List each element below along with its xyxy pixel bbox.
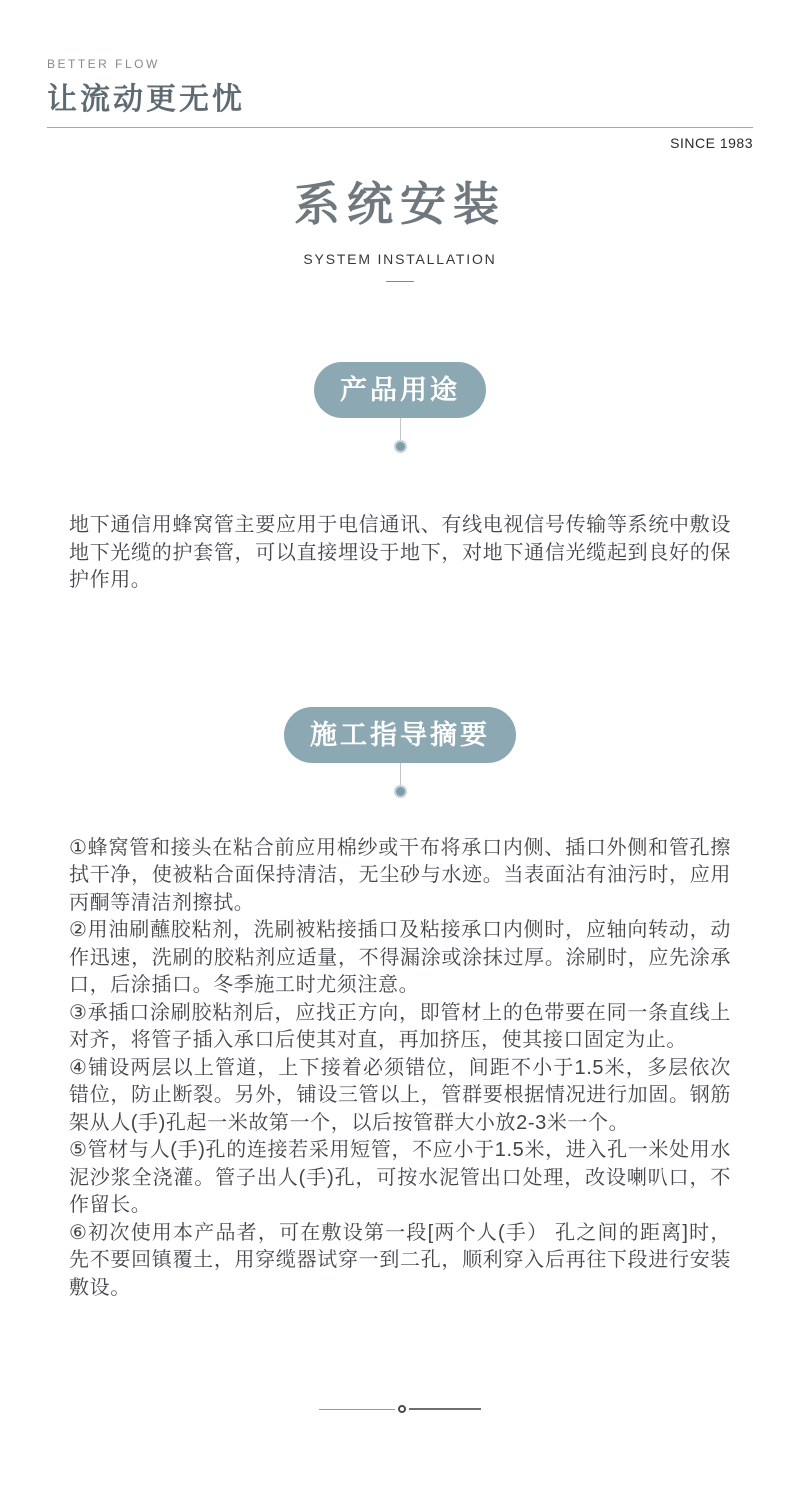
section-header-guidance	[0, 707, 800, 798]
section-header-product-usage	[0, 362, 800, 453]
guidance-list	[69, 835, 731, 1303]
footer-circle-icon	[398, 1405, 406, 1413]
guidance-item-4: ④铺设两层以上管道，上下接着必须错位，间距不小于1.5米，多层依次错位，防止断裂。另外，铺设三管以上，管群要根据情况进行加固。钢筋架从人(手)孔起一米故第一个，以后按管群大小放2-3米一个。	[69, 1056, 731, 1134]
brand-tagline: BETTER FLOW	[47, 57, 160, 71]
page-title: 系统安装	[294, 178, 506, 230]
since-label: SINCE 1983	[670, 135, 753, 151]
stem-line	[400, 763, 401, 785]
footer-line-right	[409, 1408, 481, 1410]
stem-line	[400, 418, 401, 440]
section-badge: 产品用途	[314, 362, 486, 418]
header-divider	[47, 127, 753, 128]
guidance-item-5: ⑤管材与人(手)孔的连接若采用短管，不应小于1.5米，进入孔一米处用水泥沙浆全浇灌。管子出人(手)孔，可按水泥管出口处理，改设喇叭口，不作留长。	[69, 1139, 731, 1216]
paragraph: 地下通信用蜂窝管主要应用于电信通讯、有线电视信号传输等系统中敷设地下光缆的护套管，可以直接埋设于地下，对地下通信光缆起到良好的保护作用。	[69, 514, 731, 591]
section-badge: 施工指导摘要	[284, 707, 516, 763]
stem-dot-icon	[394, 785, 407, 798]
title-underline	[386, 281, 414, 282]
stem-dot-icon	[394, 440, 407, 453]
guidance-item-1: ①蜂窝管和接头在粘合前应用棉纱或干布将承口内侧、插口外侧和管孔擦拭干净，使被粘合面保持清洁，无尘砂与水迹。当表面沾有油污时，应用丙酮等清洁剂擦拭。	[69, 836, 731, 914]
guidance-item-3: ③承插口涂刷胶粘剂后，应找正方向，即管材上的色带要在同一条直线上对齐，将管子插入承口后使其对直，再加挤压，使其接口固定为止。	[69, 1001, 731, 1051]
title-area	[0, 168, 800, 282]
footer-line-left	[319, 1409, 395, 1410]
guidance-item-2: ②用油刷蘸胶粘剂，洗刷被粘接插口及粘接承口内侧时，应轴向转动，动作迅速，洗刷的胶粘剂应适量，不得漏涂或涂抹过厚。涂刷时，应先涂承口，后涂插口。冬季施工时尤须注意。	[69, 919, 731, 996]
page-subtitle: SYSTEM INSTALLATION	[303, 251, 497, 267]
product-usage-text	[69, 512, 731, 595]
brand-logo: 让流动更无忧	[47, 83, 245, 116]
guidance-item-6: ⑥初次使用本产品者，可在敷设第一段[两个人(手） 孔之间的距离]时，先不要回镇覆土，用穿缆器试穿一到二孔，顺利穿入后再往下段进行安装敷设。	[69, 1221, 731, 1299]
footer-divider	[319, 1405, 481, 1413]
page-header	[0, 57, 800, 151]
